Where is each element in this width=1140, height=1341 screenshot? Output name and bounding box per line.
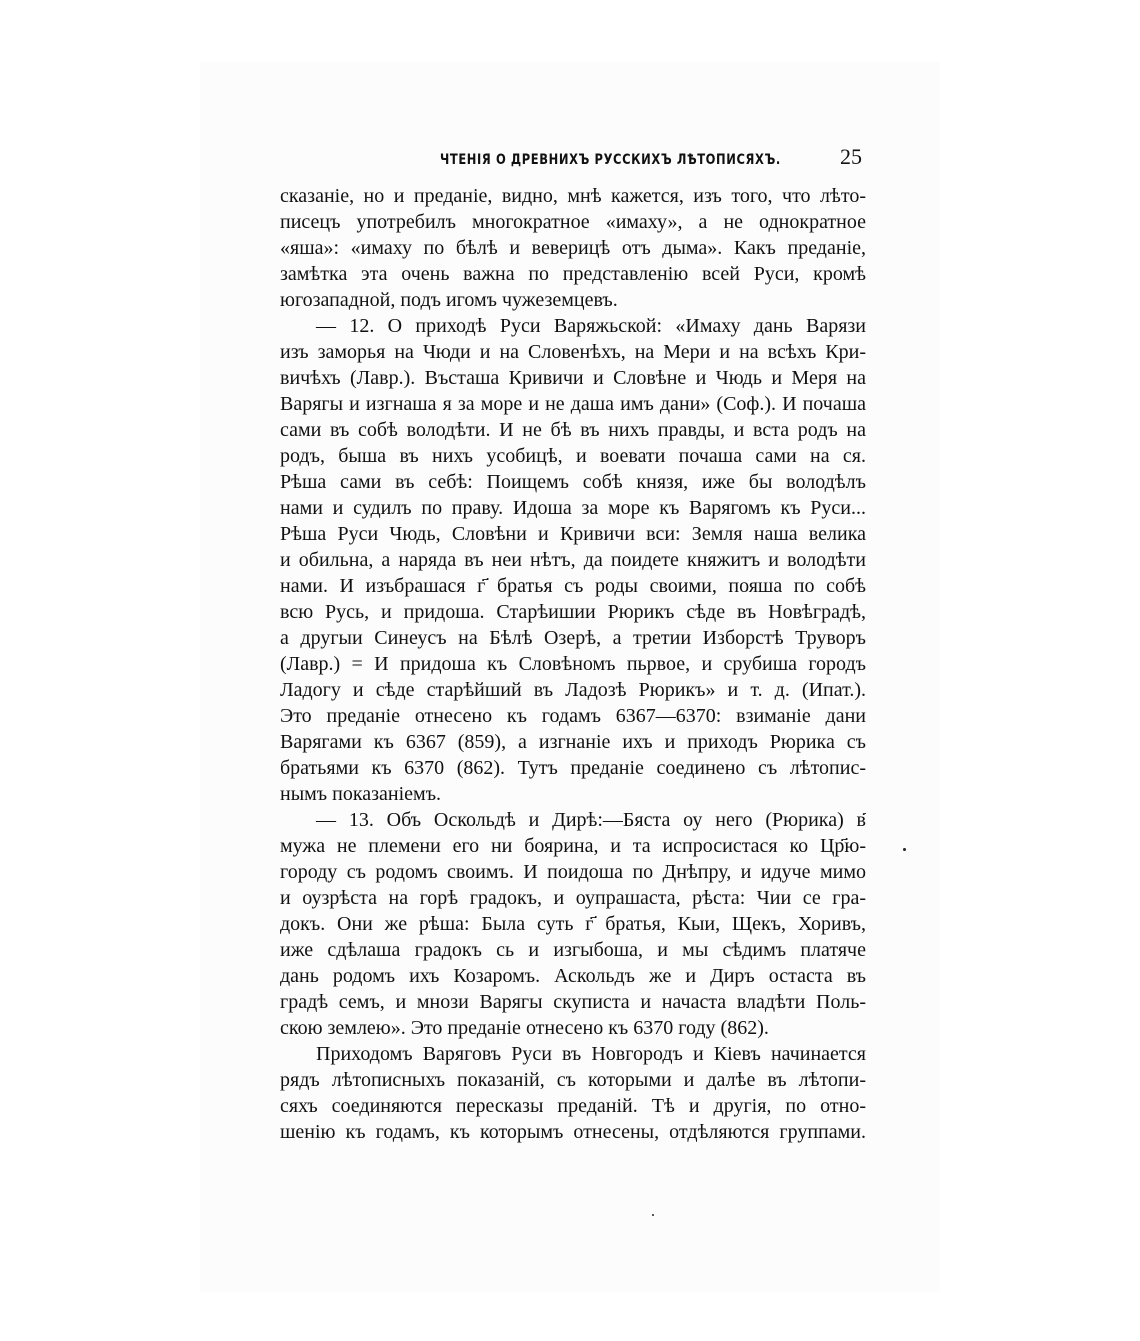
- text-line: сяхъ соединяются пересказы преданій. Тѣ и другія, по отно-: [280, 1095, 866, 1117]
- text-line: вичѣхъ (Лавр.). Въсташа Кривичи и Словѣне и Чюдь и Меря на: [280, 367, 866, 389]
- text-line: иже сдѣлаша градокъ сь и изгыбоша, и мы сѣдимъ платяче: [280, 939, 866, 961]
- text-line: и оузрѣста на горѣ градокъ, и оупрашаста, рѣста: Чии се гра-: [280, 887, 866, 909]
- text-line: шенію къ годамъ, къ которымъ отнесены, отдѣляются группами.: [280, 1121, 866, 1143]
- body-text: [280, 183, 866, 1145]
- text-line: Ладогу и сѣде старѣйший въ Ладозѣ Рюрикъ» и т. д. (Ипат.).: [280, 679, 866, 701]
- text-line: дань родомъ ихъ Козаромъ. Аскольдъ же и Диръ остаста въ: [280, 965, 866, 987]
- text-line: Варягами къ 6367 (859), а изгнаніе ихъ и приходъ Рюрика съ: [280, 731, 866, 753]
- text-line: родъ, быша въ нихъ усобицѣ, и воевати почаша сами на ся.: [280, 445, 866, 467]
- text-line: сами въ собѣ володѣти. И не бѣ въ нихъ правды, и вста родъ на: [280, 419, 866, 441]
- text-line: рядъ лѣтописныхъ показаній, съ которыми и далѣе въ лѣтопи-: [280, 1069, 866, 1091]
- page-header: [280, 144, 866, 174]
- text-line: писецъ употребилъ многократное «имаху», а не однократное: [280, 211, 866, 233]
- text-line: Рѣша сами въ себѣ: Поищемъ собѣ князя, иже бы володѣлъ: [280, 471, 866, 493]
- print-speck: [903, 848, 906, 851]
- text-line: нами. И изъбрашася г҃ братья съ роды своими, пояша по собѣ: [280, 575, 866, 597]
- text-line: градѣ семъ, и мнози Варягы скуписта и начаста владѣти Поль-: [280, 991, 866, 1013]
- text-line: (Лавр.) = И придоша къ Словѣномъ пьрвое, и срубиша городъ: [280, 653, 866, 675]
- text-line: сказаніе, но и преданіе, видно, мнѣ кажется, изъ того, что лѣто-: [280, 185, 866, 207]
- text-line: Варягы и изгнаша я за море и не даша имъ дани» (Соф.). И почаша: [280, 393, 866, 415]
- text-line: мужа не племени его ни боярина, и та испросистася ко Цр҃ю-: [280, 835, 866, 857]
- paragraph-13-start: — 13. Объ Оскольдѣ и Дирѣ:—Бяста оу него (Рюрика) в҃: [316, 809, 866, 831]
- text-line: Это преданіе отнесено къ годамъ 6367—6370: взиманіе дани: [280, 705, 866, 727]
- text-line: изъ заморья на Чюди и на Словенѣхъ, на Мери и на всѣхъ Кри-: [280, 341, 866, 363]
- text-line: «яша»: «имаху по бѣлѣ и веверицѣ отъ дыма». Какъ преданіе,: [280, 237, 866, 259]
- print-speck: [652, 1214, 654, 1216]
- text-line: братьями къ 6370 (862). Тутъ преданіе соединено съ лѣтопис-: [280, 757, 866, 779]
- text-line: городу съ родомъ своимъ. И поидоша по Днѣпру, и идуче мимо: [280, 861, 866, 883]
- paragraph-12-start: — 12. О приходѣ Руси Варяжьской: «Имаху дань Варязи: [316, 315, 866, 337]
- text-line: скою землею». Это преданіе отнесено къ 6370 году (862).: [280, 1017, 769, 1039]
- running-head: ЧТЕНІЯ О ДРЕВНИХЪ РУССКИХЪ ЛѢТОПИСЯХЪ.: [440, 150, 781, 168]
- text-line: всю Русь, и придоша. Старѣишии Рюрикъ сѣде въ Новѣградѣ,: [280, 601, 866, 623]
- text-line: Рѣша Руси Чюдь, Словѣни и Кривичи вси: Земля наша велика: [280, 523, 866, 545]
- text-line: югозападной, подъ игомъ чужеземцевъ.: [280, 289, 618, 311]
- text-line: замѣтка эта очень важна по представленію всей Руси, кромѣ: [280, 263, 866, 285]
- text-line: а другыи Синеусъ на Бѣлѣ Озерѣ, а третии Изборстѣ Труворъ: [280, 627, 866, 649]
- closing-paragraph-start: Приходомъ Варяговъ Руси въ Новгородъ и Кіевъ начинается: [316, 1043, 866, 1065]
- text-line: нымъ показаніемъ.: [280, 783, 442, 805]
- text-line: докъ. Они же рѣша: Была суть г҃ братья, Кыи, Щекъ, Хоривъ,: [280, 913, 866, 935]
- text-line: нами и судилъ по праву. Идоша за море къ Варягомъ къ Руси...: [280, 497, 866, 519]
- page-number: 25: [840, 144, 862, 169]
- text-line: и обильна, а наряда въ неи нѣтъ, да поидете княжитъ и володѣти: [280, 549, 866, 571]
